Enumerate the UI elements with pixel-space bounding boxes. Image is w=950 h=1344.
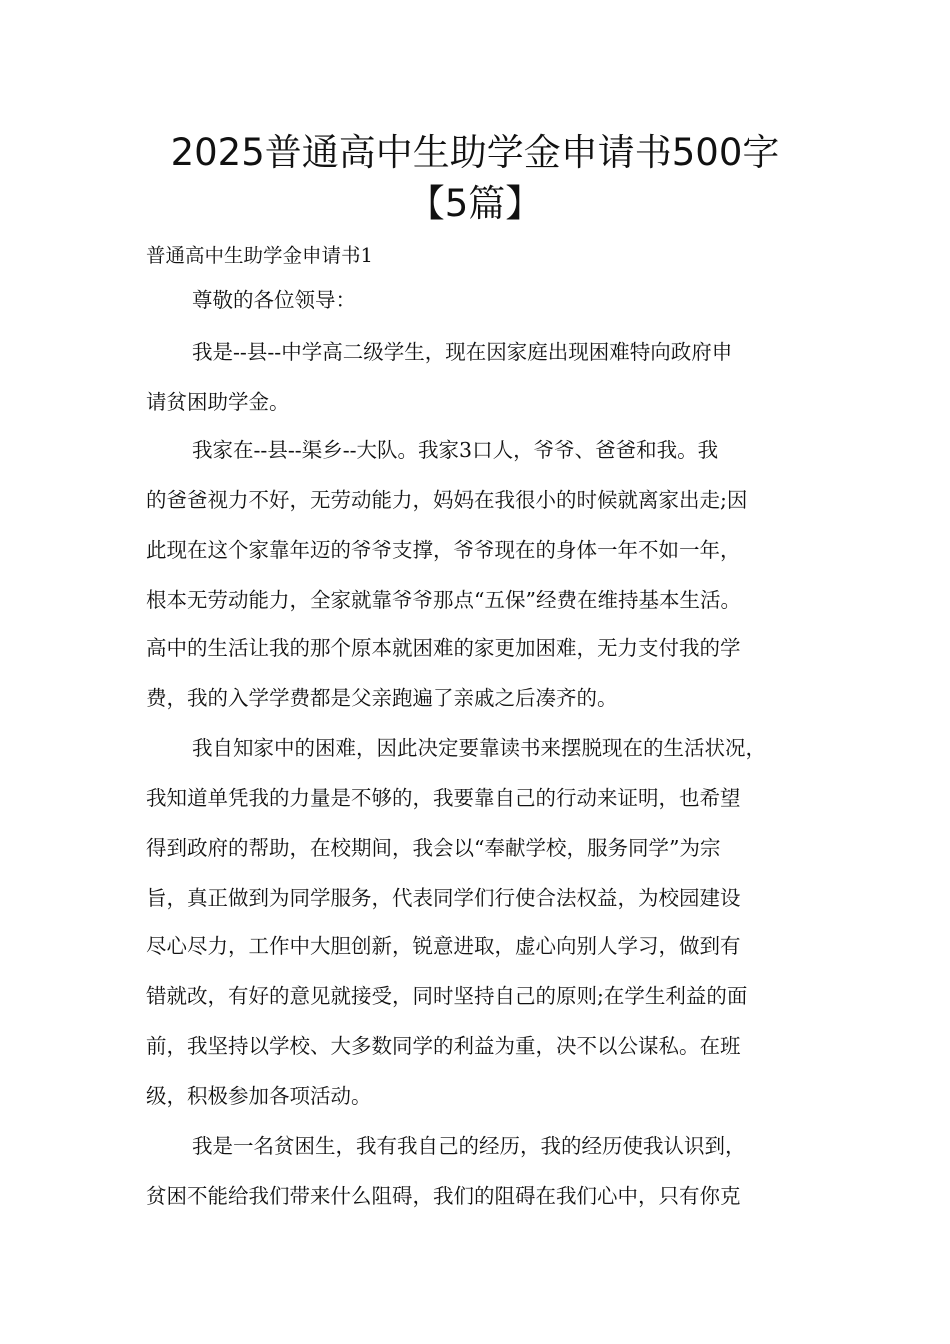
paragraph-line: 前，我坚持以学校、大多数同学的利益为重，决不以公谋私。在班 (146, 1034, 741, 1058)
paragraph-line: 我自知家中的困难，因此决定要靠读书来摆脱现在的生活状况， (192, 736, 766, 760)
paragraph-line: 错就改，有好的意见就接受，同时坚持自己的原则;在学生利益的面 (146, 984, 748, 1008)
paragraph-line: 得到政府的帮助，在校期间，我会以“奉献学校，服务同学”为宗 (146, 836, 721, 860)
paragraph-line: 根本无劳动能力，全家就靠爷爷那点“五保”经费在维持基本生活。 (146, 588, 741, 612)
salutation-line: 尊敬的各位领导： (192, 288, 356, 312)
paragraph-line: 尽心尽力，工作中大胆创新，锐意进取，虚心向别人学习，做到有 (146, 934, 741, 958)
document-title-line-1: 2025普通高中生助学金申请书500字 (170, 131, 780, 174)
paragraph-line: 我家在--县--渠乡--大队。我家3口人，爷爷、爸爸和我。我 (192, 438, 719, 462)
paragraph-line: 旨，真正做到为同学服务，代表同学们行使合法权益，为校园建设 (146, 886, 741, 910)
section-heading: 普通高中生助学金申请书1 (146, 244, 373, 267)
paragraph-line: 高中的生活让我的那个原本就困难的家更加困难，无力支付我的学 (146, 636, 741, 660)
paragraph-line: 贫困不能给我们带来什么阻碍，我们的阻碍在我们心中，只有你克 (146, 1184, 741, 1208)
document-title-line-2: 【5篇】 (407, 182, 543, 225)
paragraph-line: 请贫困助学金。 (146, 390, 290, 414)
paragraph-line: 我是--县--中学高二级学生，现在因家庭出现困难特向政府申 (192, 340, 733, 364)
paragraph-line: 我是一名贫困生，我有我自己的经历，我的经历使我认识到， (192, 1134, 746, 1158)
paragraph-line: 费，我的入学学费都是父亲跑遍了亲戚之后凑齐的。 (146, 686, 618, 710)
paragraph-line: 的爸爸视力不好，无劳动能力，妈妈在我很小的时候就离家出走;因 (146, 488, 748, 512)
paragraph-line: 级，积极参加各项活动。 (146, 1084, 372, 1108)
paragraph-line: 此现在这个家靠年迈的爷爷支撑，爷爷现在的身体一年不如一年， (146, 538, 741, 562)
paragraph-line: 我知道单凭我的力量是不够的，我要靠自己的行动来证明，也希望 (146, 786, 741, 810)
